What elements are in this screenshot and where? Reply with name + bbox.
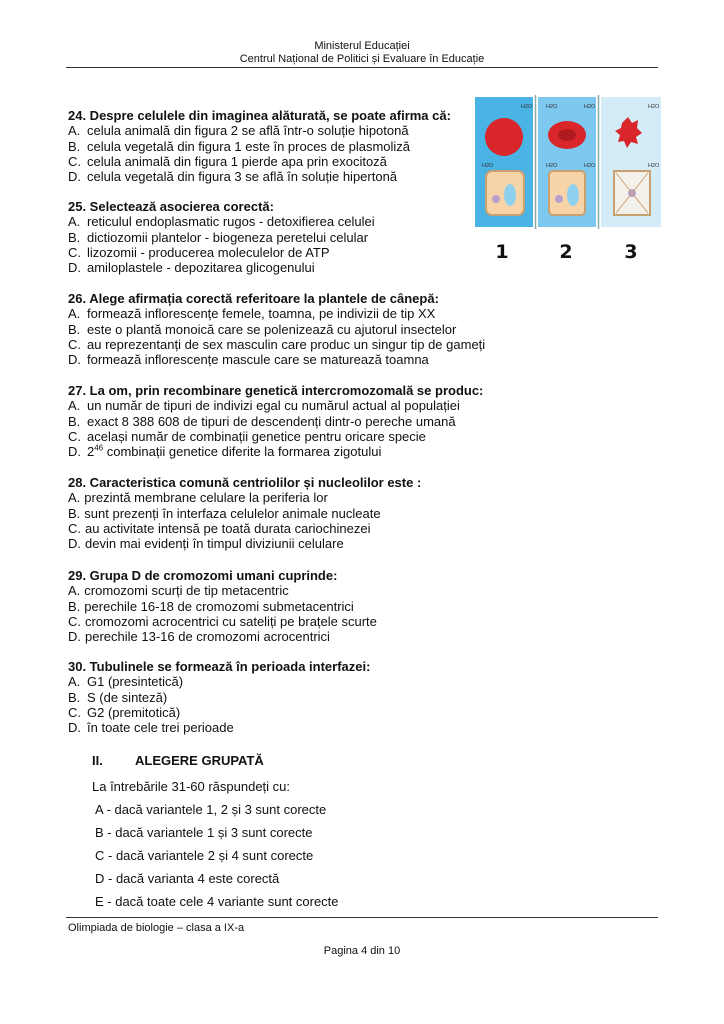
option-c: C. G2 (premitotică)	[68, 705, 181, 721]
osmosis-figure	[472, 95, 667, 273]
section-heading: II. ALEGERE GRUPATĂ	[92, 753, 264, 768]
header-rule	[66, 67, 658, 68]
option-a: A. un număr de tipuri de indivizi egal cu numărul actual al populației	[68, 398, 460, 414]
header-ministry: Ministerul Educației	[314, 40, 410, 52]
option-c: C. au reprezentanți de sex masculin care produc un singur tip de gameți	[68, 337, 486, 353]
question-24	[68, 108, 451, 185]
question-title: 27. La om, prin recombinare genetică intercromozomală se produc:	[68, 383, 484, 398]
question-title: 29. Grupa D de cromozomi umani cuprinde:	[68, 568, 338, 583]
question-title: 30. Tubulinele se formează în perioada interfazei:	[68, 659, 371, 674]
footer-title: Olimpiada de biologie – clasa a IX-a	[68, 922, 245, 934]
option-c: C. au activitate intensă pe toată durata cariochinezei	[68, 521, 371, 537]
water-label: H2O	[648, 104, 660, 110]
question-25	[68, 199, 375, 276]
option-b: B. celula vegetală din figura 1 este în proces de plasmoliză	[68, 138, 411, 154]
water-label: H2O	[521, 104, 533, 110]
option-c: C. lizozomii - producerea moleculelor de ATP	[68, 245, 330, 261]
page-number: Pagina 4 din 10	[323, 945, 401, 957]
question-28	[68, 475, 421, 552]
footer-rule	[66, 917, 658, 918]
water-label: H2O	[546, 104, 558, 110]
answer-key-e: E - dacă toate cele 4 variante sunt corecte	[95, 894, 339, 909]
question-title: 24. Despre celulele din imaginea alăturată, se poate afirma că:	[68, 108, 451, 123]
answer-key-c: C - dacă variantele 2 și 4 sunt corecte	[95, 848, 314, 863]
option-d: D. perechile 13-16 de cromozomi acrocentrici	[68, 629, 330, 645]
question-30	[68, 659, 370, 736]
option-d: D. $2^{46}$ combinații genetice diferite la formarea zigotului	[68, 444, 382, 460]
header-center: Centrul Național de Politici și Evaluare în Educație	[239, 53, 485, 65]
option-a: A. formează inflorescențe femele, toamna, pe indivizii de tip XX	[68, 306, 436, 322]
water-label: H2O	[546, 163, 558, 169]
option-c: C. cromozomi acrocentrici cu sateliți pe brațele scurte	[68, 614, 377, 630]
question-title: 28. Caracteristica comună centriolilor și nucleolilor este :	[68, 475, 422, 490]
option-d: D. formează inflorescențe mascule care se maturează toamna	[68, 352, 429, 368]
option-a: A. cromozomi scurți de tip metacentric	[68, 583, 289, 599]
option-b: B. perechile 16-18 de cromozomi submetacentrici	[68, 598, 354, 614]
option-c: C. același număr de combinații genetice pentru oricare specie	[68, 429, 426, 445]
answer-key-b: B - dacă variantele 1 și 3 sunt corecte	[95, 825, 313, 840]
option-d: D. amiloplastele - depozitarea glicogenului	[68, 260, 315, 276]
option-a: A. prezintă membrane celulare la periferia lor	[68, 490, 328, 506]
option-a: A. G1 (presintetică)	[68, 674, 184, 690]
option-b: B. dictiozomii plantelor - biogeneza peretelui celular	[68, 229, 369, 245]
water-label: H2O	[584, 104, 596, 110]
water-label: H2O	[584, 163, 596, 169]
water-label: H2O	[648, 163, 660, 169]
option-b: B. sunt prezenți în interfaza celulelor animale nucleate	[68, 505, 381, 521]
question-26	[68, 291, 485, 368]
water-label: H2O	[482, 163, 494, 169]
option-d: D. devin mai evidenți în timpul diviziunii celulare	[68, 536, 344, 552]
figure-label-2: 2	[559, 241, 573, 263]
option-b: B. S (de sinteză)	[68, 689, 168, 705]
option-d: D. celula vegetală din figura 3 se află în soluție hipertonă	[68, 169, 398, 185]
section-intro: La întrebările 31-60 răspundeți cu:	[92, 779, 291, 794]
section-instructions	[92, 775, 339, 913]
option-b: B. exact 8 388 608 de tipuri de descendenți dintr-o pereche umană	[68, 413, 456, 429]
figure-label-1: 1	[495, 241, 509, 263]
option-a: A. celula animală din figura 2 se află într-o soluție hipotonă	[68, 123, 409, 139]
option-d: D. în toate cele trei perioade	[68, 720, 234, 736]
question-title: 25. Selectează asocierea corectă:	[68, 199, 274, 214]
option-c: C. celula animală din figura 1 pierde apa prin exocitoză	[68, 154, 387, 170]
option-b: B. este o plantă monoică care se polenizează cu ajutorul insectelor	[68, 321, 457, 337]
answer-key-a: A - dacă variantele 1, 2 și 3 sunt corecte	[95, 802, 327, 817]
question-27	[68, 383, 483, 460]
question-29	[68, 568, 377, 645]
option-a: A. reticulul endoplasmatic rugos - detoxifierea celulei	[68, 214, 375, 230]
figure-label-3: 3	[624, 241, 638, 263]
answer-key-d: D - dacă varianta 4 este corectă	[95, 871, 280, 886]
question-title: 26. Alege afirmația corectă referitoare la plantele de cânepă:	[68, 291, 439, 306]
